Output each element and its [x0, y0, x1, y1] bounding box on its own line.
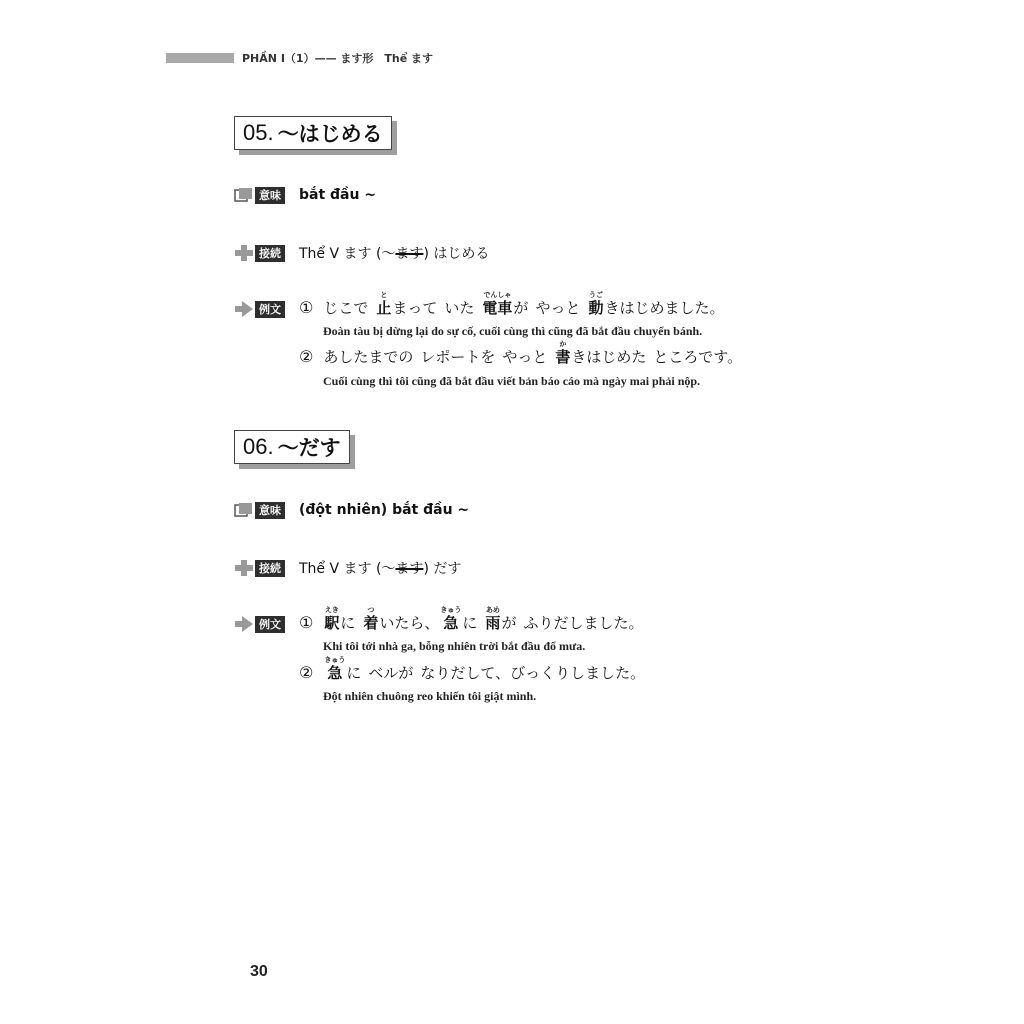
- kanji: 書: [555, 348, 571, 366]
- connect-tag: [234, 559, 292, 577]
- connect-row-05: [234, 243, 489, 263]
- furigana: うご: [588, 291, 603, 299]
- book-icon: [234, 501, 254, 519]
- example-tag: [234, 300, 292, 318]
- example-translation: Đoàn tàu bị dừng lại do sự cố, cuối cùng thì cũng đã bắt đầu chuyển bánh.: [323, 324, 703, 338]
- example-number: ②: [299, 347, 314, 366]
- section-title-05: [234, 116, 392, 150]
- sentence-fragment: いた: [444, 299, 475, 317]
- sentence-fragment: なりだして、: [420, 664, 511, 682]
- connect-text: Thể V ます (～ます) はじめる: [299, 246, 490, 262]
- example-tag: [234, 615, 292, 633]
- sentence-fragment: に: [346, 664, 362, 682]
- kanji-with-furigana: [482, 291, 512, 317]
- furigana: と: [380, 291, 388, 299]
- sentence-fragment: やっと: [502, 348, 548, 366]
- plus-icon: [234, 559, 254, 577]
- example-row-06: [234, 615, 292, 633]
- sentence-fragment: きはじめた: [571, 348, 647, 366]
- kanji: 急: [443, 614, 459, 632]
- furigana: か: [559, 340, 567, 348]
- sentence-fragment: が: [501, 614, 517, 632]
- kanji: 動: [588, 299, 604, 317]
- sentence-fragment: まって: [392, 299, 438, 317]
- section-number: 06.: [243, 434, 274, 459]
- running-header: [166, 50, 433, 66]
- sentence-fragment: ところです。: [653, 348, 743, 366]
- kanji-with-furigana: [324, 656, 345, 682]
- section-title-06: [234, 430, 350, 464]
- sentence-fragment: びっくりしました。: [510, 664, 646, 682]
- meaning-text: bắt đầu ~: [299, 187, 377, 203]
- kanji: 駅: [324, 614, 340, 632]
- example-label: 例文: [255, 301, 285, 318]
- header-text: PHẦN I（1）—— ます形 Thể ます: [242, 52, 434, 65]
- kanji-with-furigana: [324, 606, 339, 632]
- book-icon: [234, 186, 254, 204]
- meaning-row-06: [234, 501, 469, 519]
- example-translation: Khi tôi tới nhà ga, bỗng nhiên trời bắt đầu đổ mưa.: [323, 639, 586, 653]
- kanji-with-furigana: [555, 340, 570, 366]
- sentence-fragment: あしたまでの: [323, 348, 414, 366]
- meaning-label: 意味: [255, 187, 285, 204]
- example-sentence: [299, 291, 724, 317]
- meaning-tag: [234, 186, 292, 204]
- furigana: つ: [367, 606, 375, 614]
- sentence-fragment: ベルが: [368, 664, 414, 682]
- furigana: きゅう: [440, 606, 462, 614]
- sentence-fragment: ふりだしました。: [523, 614, 644, 632]
- example-sentence: [299, 606, 643, 632]
- connect-label: 接続: [255, 560, 285, 577]
- connect-strike: ます: [395, 246, 424, 262]
- kanji: 電車: [482, 299, 513, 317]
- kanji-with-furigana: [485, 606, 500, 632]
- connect-strike: ます: [395, 561, 424, 577]
- example-translation: Cuối cùng thì tôi cũng đã bắt đầu viết bản báo cáo mà ngày mai phải nộp.: [323, 374, 701, 388]
- meaning-label: 意味: [255, 502, 285, 519]
- kanji-with-furigana: [588, 291, 603, 317]
- meaning-tag: [234, 501, 292, 519]
- section-pattern: ～はじめる: [277, 122, 383, 146]
- kanji-with-furigana: [440, 606, 461, 632]
- example-number: ①: [299, 613, 314, 632]
- sentence-fragment: きはじめました。: [604, 299, 725, 317]
- meaning-row-05: [234, 186, 376, 204]
- sentence-fragment: に: [462, 614, 478, 632]
- example-number: ②: [299, 663, 314, 682]
- example-row-05: [234, 300, 292, 318]
- connect-label: 接続: [255, 245, 285, 262]
- connect-tag: [234, 244, 292, 262]
- sentence-fragment: が: [513, 299, 529, 317]
- connect-text: Thể V ます (～ます) だす: [299, 561, 462, 577]
- example-translation: Đột nhiên chuông reo khiến tôi giật mình.: [323, 689, 537, 703]
- plus-icon: [234, 244, 254, 262]
- kanji: 着: [363, 614, 379, 632]
- kanji: 止: [376, 299, 392, 317]
- furigana: きゅう: [324, 656, 346, 664]
- example-label: 例文: [255, 616, 285, 633]
- sentence-fragment: じこで: [323, 299, 369, 317]
- furigana: えき: [324, 606, 339, 614]
- kanji: 急: [327, 664, 343, 682]
- example-number: ①: [299, 298, 314, 317]
- meaning-text: (đột nhiên) bắt đầu ~: [299, 502, 470, 518]
- example-sentence: [299, 340, 742, 366]
- sentence-fragment: レポートを: [420, 348, 496, 366]
- page-number: 30: [250, 963, 268, 980]
- furigana: でんしゃ: [483, 291, 512, 299]
- arrow-icon: [234, 300, 254, 318]
- kanji-with-furigana: [376, 291, 391, 317]
- sentence-fragment: いたら、: [379, 614, 440, 632]
- connect-row-06: [234, 558, 461, 578]
- example-sentence: [299, 656, 645, 682]
- kanji-with-furigana: [363, 606, 378, 632]
- header-bar: [166, 53, 234, 63]
- section-number: 05.: [243, 120, 274, 145]
- section-pattern: ～だす: [277, 436, 341, 460]
- arrow-icon: [234, 615, 254, 633]
- sentence-fragment: に: [340, 614, 356, 632]
- sentence-fragment: やっと: [535, 299, 581, 317]
- kanji: 雨: [485, 614, 501, 632]
- furigana: あめ: [485, 606, 500, 614]
